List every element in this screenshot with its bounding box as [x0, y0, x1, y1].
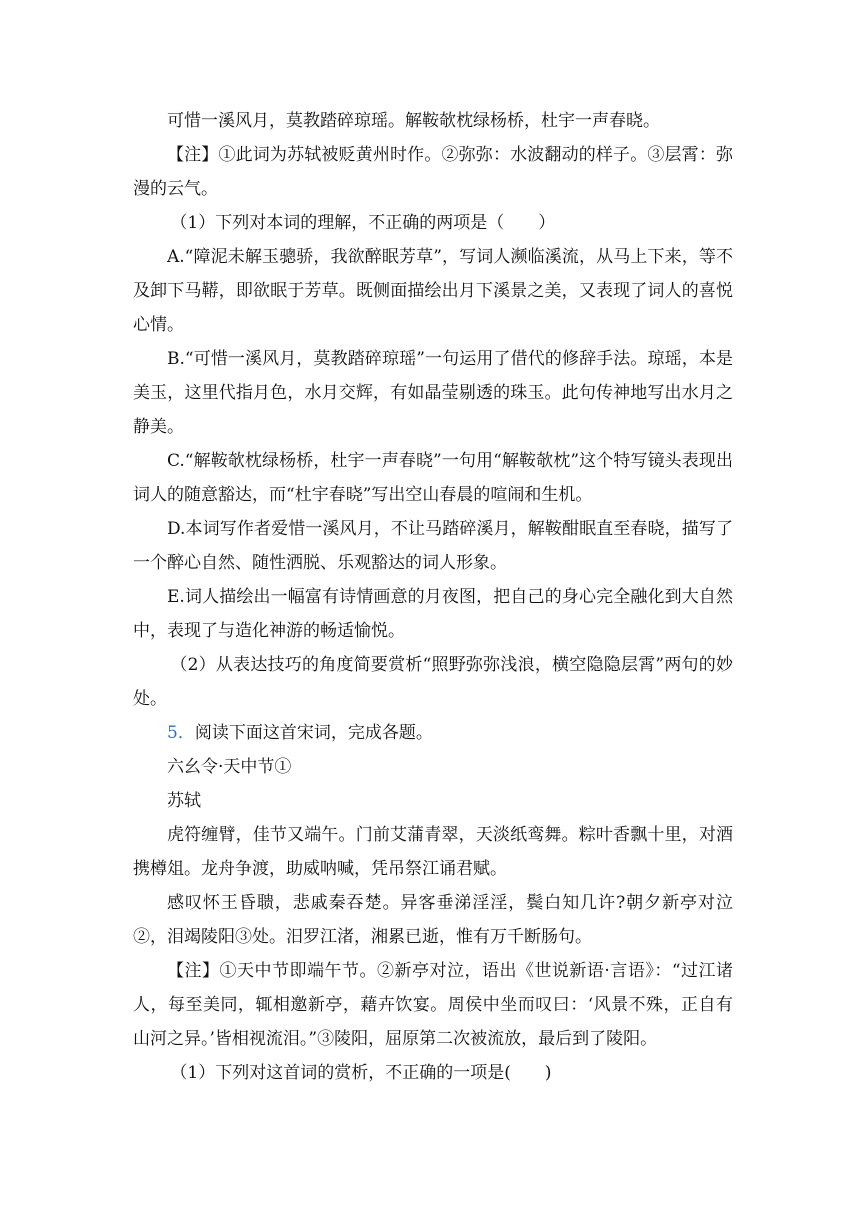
poem-stanza-1: 虎符缠臂，佳节又端午。门前艾蒲青翠，天淡纸鸾舞。粽叶香飘十里，对酒携樽俎。龙舟争渡，助威呐喊，凭吊祭江诵君赋。 [133, 825, 733, 879]
option-a: A.“障泥未解玉骢骄，我欲醉眠芳草”，写词人濒临溪流，从马上下来，等不及卸下马鞯，即欲眠于芳草。既侧面描绘出月下溪景之美，又表现了词人的喜悦心情。 [133, 247, 733, 335]
document-body [133, 104, 733, 1090]
option-b: B.“可惜一溪风月，莫教踏碎琼瑶”一句运用了借代的修辞手法。琼瑶，本是美玉，这里代指月色，水月交辉，有如晶莹剔透的珠玉。此句传神地写出水月之静美。 [133, 349, 733, 437]
annotation-note: 【注】①此词为苏轼被贬黄州时作。②弥弥：水波翻动的样子。③层霄：弥漫的云气。 [133, 145, 733, 199]
option-d: D.本词写作者爱惜一溪风月，不让马踏碎溪月，解鞍酣眠直至春晓，描写了一个醉心自然、随性洒脱、乐观豁达的词人形象。 [133, 519, 733, 573]
question-4-1-stem: （1）下列对本词的理解，不正确的两项是（ ） [170, 213, 556, 233]
question-prompt: 阅读下面这首宋词，完成各题。 [194, 723, 433, 743]
poem-author: 苏轼 [167, 791, 201, 811]
option-e: E.词人描绘出一幅富有诗情画意的月夜图，把自己的身心完全融化到大自然中，表现了与造化神游的畅适愉悦。 [133, 587, 733, 641]
poem-note: 【注】①天中节即端午节。②新亭对泣，语出《世说新语·言语》：“过江诸人，每至美同，辄相邀新亭，藉卉饮宴。周侯中坐而叹曰：‘风景不殊，正自有山河之异。’皆相视流泪。”③陵阳，屈原第二次被流放，最后到了陵阳。 [133, 961, 733, 1049]
poem-title: 六幺令·天中节① [167, 757, 292, 777]
poem-last-line: 可惜一溪风月，莫教踏碎琼瑶。解鞍欹枕绿杨桥，杜宇一声春晓。 [167, 111, 660, 131]
question-5-heading [133, 716, 733, 750]
question-5-1-stem: （1）下列对这首词的赏析，不正确的一项是( ) [170, 1063, 552, 1083]
question-number: 5． [167, 723, 195, 743]
poem-stanza-2: 感叹怀王昏聩，悲戚秦吞楚。异客垂涕淫淫，鬓白知几许?朝夕新亭对泣②，泪竭陵阳③处。汨罗江渚，湘累已逝，惟有万千断肠句。 [133, 893, 733, 947]
option-c: C.“解鞍欹枕绿杨桥，杜宇一声春晓”一句用“解鞍欹枕”这个特写镜头表现出词人的随意豁达，而“杜宇春晓”写出空山春晨的喧闹和生机。 [133, 451, 733, 505]
question-4-2-stem: （2）从表达技巧的角度简要赏析“照野弥弥浅浪，横空隐隐层霄”两句的妙处。 [133, 655, 733, 709]
